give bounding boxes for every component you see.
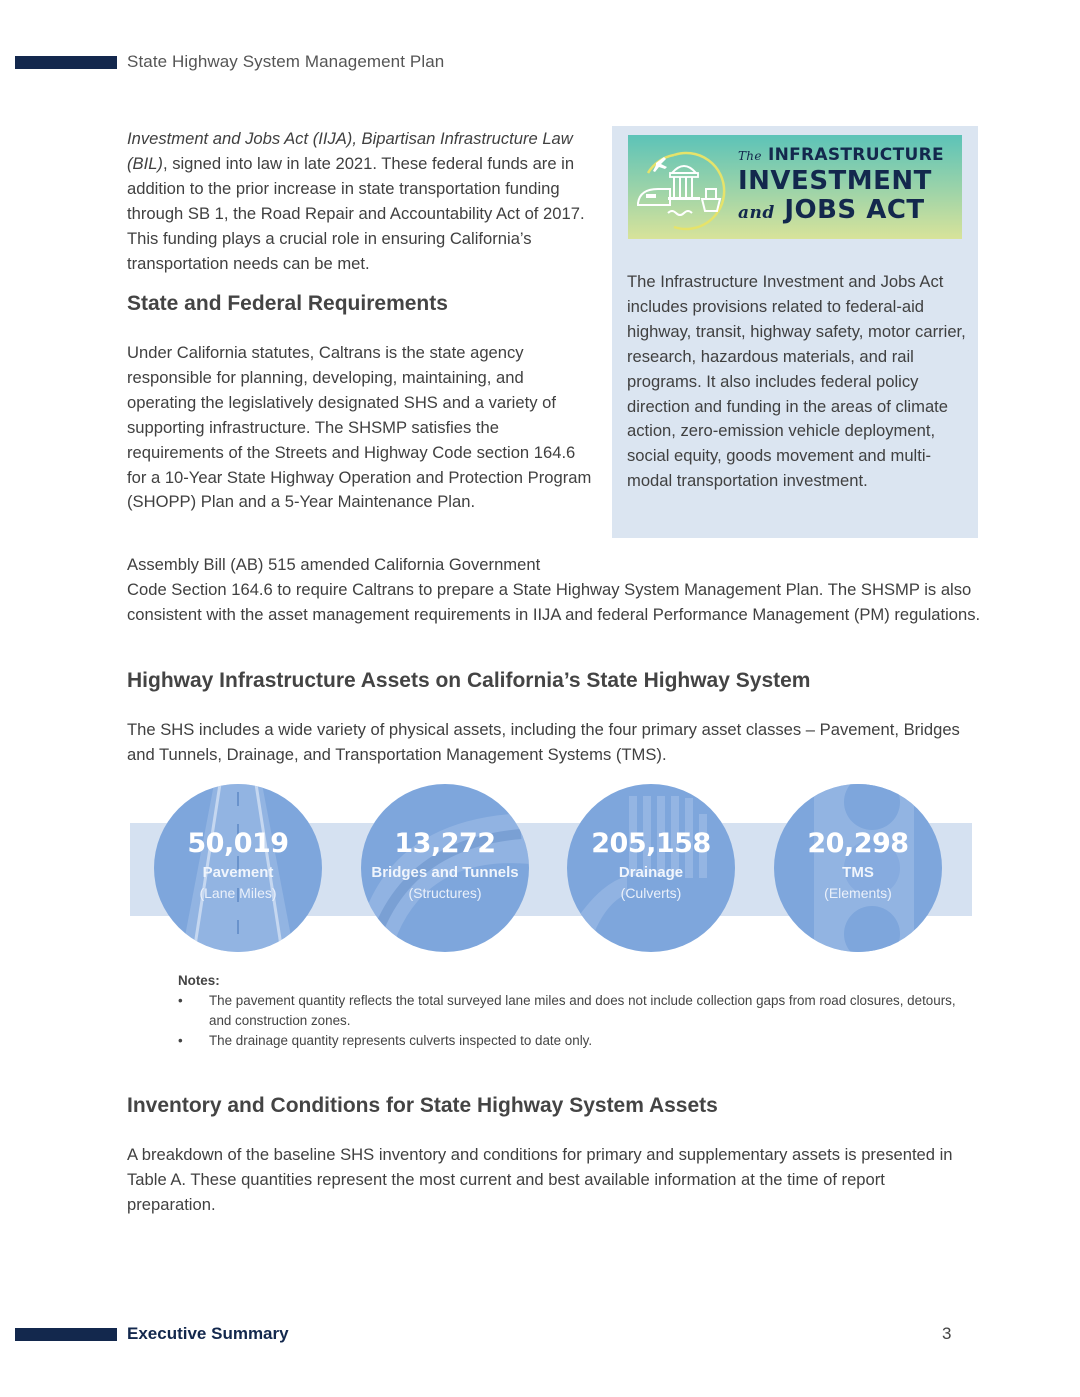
section-heading-assets: Highway Infrastructure Assets on California’s State Highway System: [127, 669, 811, 692]
requirements-paragraph: Under California statutes, Caltrans is the state agency responsible for planning, developing, maintaining, and operating the legislatively designated SHS and a variety of supporting infrastructure. The SHSMP satisfies the requirements of the Streets and Highway Code section 164.6 for a 10-Year State Highway Operation and Protection Program (SHOPP) Plan and a 5-Year Maintenance Plan.: [127, 343, 592, 512]
intro-paragraph: [127, 127, 602, 276]
footer-section-title: Executive Summary: [127, 1324, 289, 1343]
iija-banner-title: The INFRASTRUCTURE INVESTMENT and JOBS ACT: [738, 145, 944, 225]
ab515-paragraph: Assembly Bill (AB) 515 amended California Government Code Section 164.6 to require Caltrans to prepare a State Highway System Management Plan. The SHSMP is also consistent with the asset management requirements in IIJA and federal Performance Management (PM) regulations.: [127, 555, 981, 624]
iija-callout-box: [612, 126, 978, 538]
notes-title: Notes:: [178, 973, 220, 988]
asset-label: Drainage: [618, 864, 684, 881]
asset-unit: (Elements): [824, 885, 892, 901]
asset-circle-drainage: [567, 784, 735, 952]
page-number: 3: [942, 1324, 952, 1343]
inventory-paragraph: A breakdown of the baseline SHS inventory and conditions for primary and supplementary assets is presented in Table A. These quantities represent the most current and best available information at the time of report preparation.: [127, 1145, 953, 1214]
section-heading-requirements: State and Federal Requirements: [127, 292, 448, 315]
asset-unit: (Structures): [408, 885, 482, 901]
iija-banner: [628, 135, 962, 239]
note-item: • The pavement quantity reflects the total surveyed lane miles and does not include collection gaps from road closures, detours, and construction zones.: [178, 991, 978, 1031]
asset-unit: (Culverts): [620, 885, 682, 901]
notes-list: [178, 991, 978, 1051]
intro-text: , signed into law in late 2021. These federal funds are in addition to the prior increase in state transportation funding through SB 1, the Road Repair and Accountability Act of 2017. This funding plays a crucial role in ensuring California’s transportation needs can be met.: [127, 153, 585, 273]
asset-value: 205,158: [591, 828, 711, 859]
asset-label: TMS: [842, 864, 874, 881]
section-heading-inventory: Inventory and Conditions for State Highway System Assets: [127, 1094, 718, 1117]
note-item: • The drainage quantity represents culverts inspected to date only.: [178, 1031, 978, 1051]
header-accent-bar: [15, 56, 117, 69]
asset-value: 50,019: [187, 828, 289, 859]
footer-accent-bar: [15, 1328, 117, 1341]
intro-italic-act-name: Investment and Jobs Act (IIJA), Bipartisan Infrastructure Law (BIL): [127, 129, 573, 173]
document-title: State Highway System Management Plan: [127, 52, 445, 71]
asset-label: Bridges and Tunnels: [371, 864, 519, 881]
transport-capitol-icon: [634, 143, 730, 233]
asset-circle-bridges-tunnels: [361, 784, 529, 952]
asset-notes: [178, 971, 978, 1051]
asset-label: Pavement: [202, 864, 274, 881]
assets-paragraph: The SHS includes a wide variety of physical assets, including the four primary asset classes – Pavement, Bridges and Tunnels, Drainage, and Transportation Management Systems (TMS).: [127, 720, 960, 764]
asset-circle-tms: [774, 784, 942, 952]
iija-callout-text: The Infrastructure Investment and Jobs Act includes provisions related to federal-aid highway, transit, highway safety, motor carrier, research, hazardous materials, and rail programs. It also includes federal policy direction and funding in the areas of climate action, zero-emission vehicle deployment, social equity, goods movement and multi-modal transportation investment.: [627, 272, 966, 491]
asset-circle-pavement: [154, 784, 322, 952]
asset-value: 20,298: [807, 828, 909, 859]
asset-unit: (Lane Miles): [199, 885, 277, 901]
asset-value: 13,272: [394, 828, 496, 859]
